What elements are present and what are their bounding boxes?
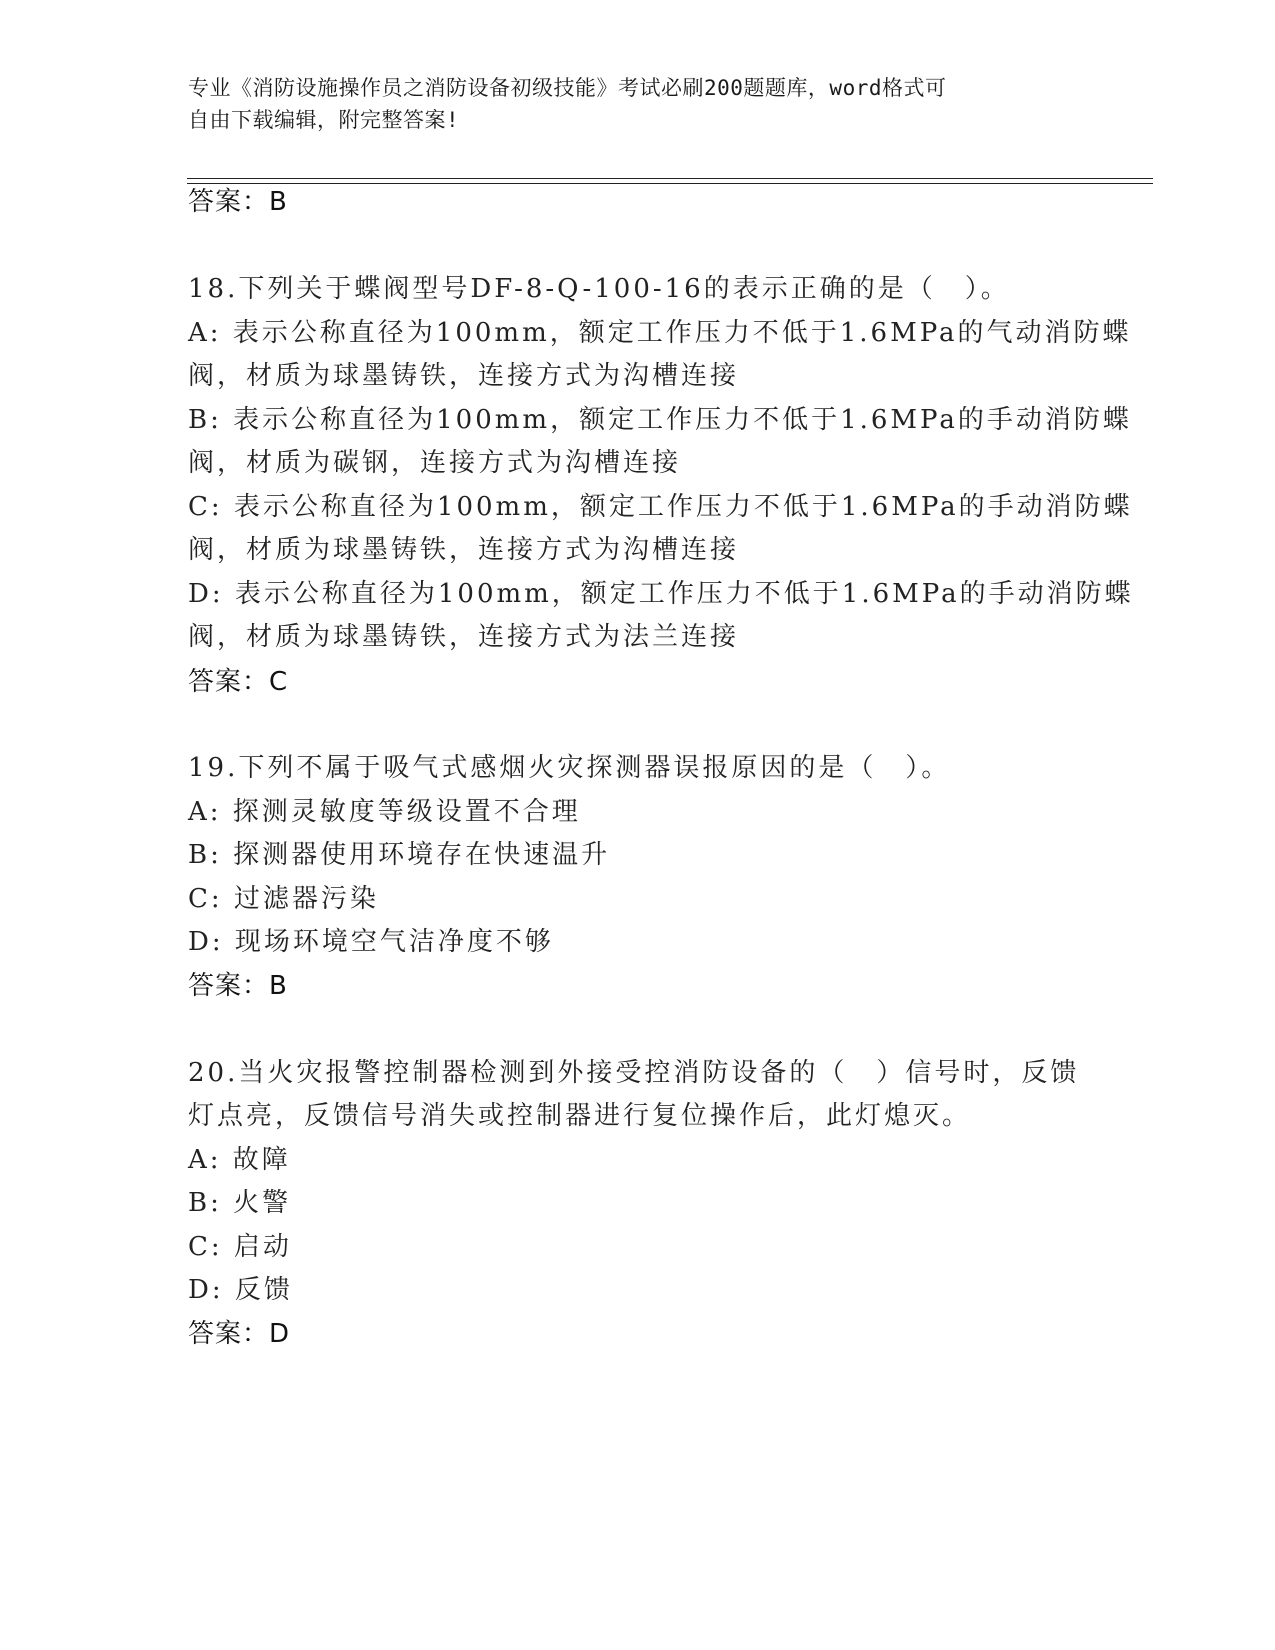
question-18-option-c-line-2: 阀，材质为球墨铸铁，连接方式为沟槽连接 xyxy=(188,535,740,565)
question-19-option-c: C: 过滤器污染 xyxy=(188,884,379,914)
question-20-option-b: B: 火警 xyxy=(188,1188,292,1218)
question-18-option-b-line-2: 阀，材质为碳钢，连接方式为沟槽连接 xyxy=(188,448,682,478)
page-header xyxy=(188,72,1068,136)
question-18-option-a-line-2: 阀，材质为球墨铸铁，连接方式为沟槽连接 xyxy=(188,361,740,391)
question-18-option-d-line-2: 阀，材质为球墨铸铁，连接方式为法兰连接 xyxy=(188,622,740,652)
question-19-option-b: B: 探测器使用环境存在快速温升 xyxy=(188,840,611,870)
question-18-answer: 答案：C xyxy=(188,667,289,697)
question-19-option-d: D: 现场环境空气洁净度不够 xyxy=(188,927,554,957)
question-18-stem: 18.下列关于蝶阀型号DF-8-Q-100-16的表示正确的是（ ）。 xyxy=(188,274,1010,304)
question-20-option-d: D: 反馈 xyxy=(188,1275,293,1305)
question-20-stem-line-2: 灯点亮，反馈信号消失或控制器进行复位操作后，此灯熄灭。 xyxy=(188,1101,972,1131)
header-rule-top xyxy=(187,178,1153,179)
question-20-option-c: C: 启动 xyxy=(188,1232,292,1262)
previous-answer: 答案：B xyxy=(188,187,288,217)
question-18-option-b-line-1: B: 表示公称直径为100mm，额定工作压力不低于1.6MPa的手动消防蝶 xyxy=(188,405,1132,435)
question-18-option-a-line-1: A: 表示公称直径为100mm，额定工作压力不低于1.6MPa的气动消防蝶 xyxy=(188,318,1132,348)
question-19-answer: 答案：B xyxy=(188,971,288,1001)
header-rule-bottom xyxy=(187,183,1153,184)
question-20-option-a: A: 故障 xyxy=(188,1145,291,1175)
question-19-stem: 19.下列不属于吸气式感烟火灾探测器误报原因的是（ ）。 xyxy=(188,753,951,783)
question-19-option-a: A: 探测灵敏度等级设置不合理 xyxy=(188,797,581,827)
question-20-answer: 答案：D xyxy=(188,1319,291,1349)
header-text-line-2: 自由下载编辑，附完整答案! xyxy=(188,108,460,132)
question-18-option-c-line-1: C: 表示公称直径为100mm，额定工作压力不低于1.6MPa的手动消防蝶 xyxy=(188,492,1133,522)
question-18-option-d-line-1: D: 表示公称直径为100mm，额定工作压力不低于1.6MPa的手动消防蝶 xyxy=(188,579,1134,609)
question-20-stem-line-1: 20.当火灾报警控制器检测到外接受控消防设备的（ ）信号时，反馈 xyxy=(188,1058,1080,1088)
header-text-line-1: 专业《消防设施操作员之消防设备初级技能》考试必刷200题题库，word格式可 xyxy=(188,76,947,100)
